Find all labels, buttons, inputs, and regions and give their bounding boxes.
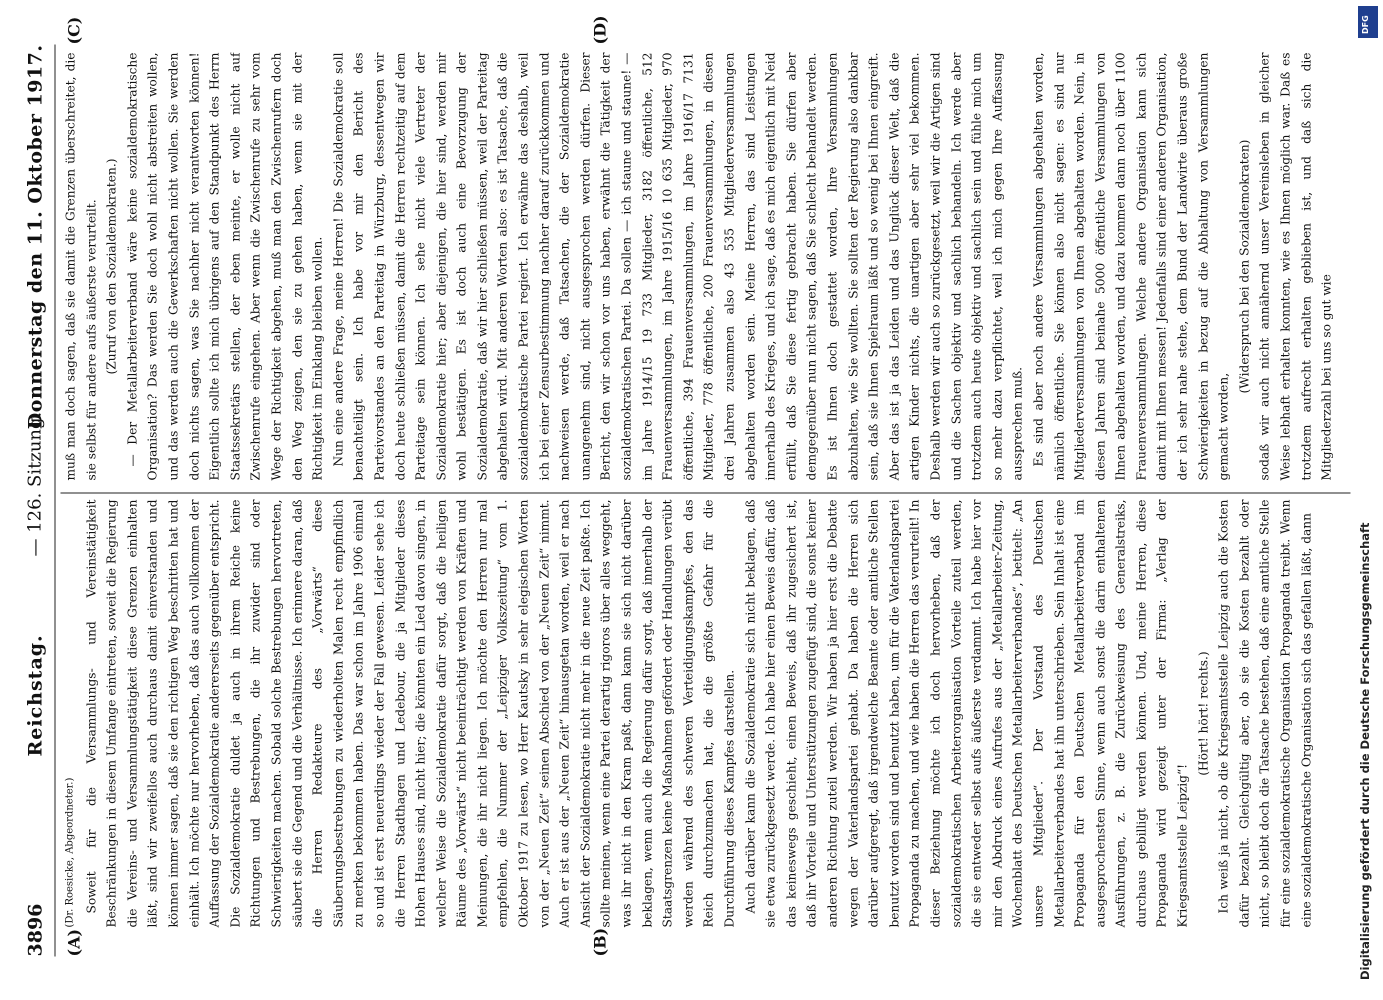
paragraph: muß man doch sagen, daß sie damit die Grenzen überschreitet, die sie selbst für andere aufs äußerste verurteilt.: [63, 52, 98, 480]
paragraph: Es sind aber noch andere Versammlungen abgehalten worden, nämlich öffentliche. Sie können also nicht sagen: es sind nur Mitgliederversammlungen von Ihnen abgehalten worden. Nein, in diesen Jahren sind beinahe 5000 öffentliche Versammlungen von Ihnen abgehalten worden, und dazu kommen dann noch über 1100 Frauenversammlungen. Welche andere Organisation kann sich damit mit Ihnen messen! Jedenfalls sind einer anderen Organisation, der ich sehr nahe stehe, dem Bund der Landwirte überaus große Schwierigkeiten in bezug auf die Abhaltung von Versammlungen gemacht worden,: [1030, 52, 1231, 480]
header-rule: [54, 44, 55, 956]
paragraph: Ich weiß ja nicht, ob die Kriegsamtsstelle Leipzig auch die Kosten dafür bezahlt. Gleichgültig aber, ob sie die Kosten bezahlt oder nicht, so bleibt doch die Tatsache bestehen, daß eine amtliche Stelle für eine sozialdemokratische Organisation Propaganda treibt. Wenn eine sozialdemokratische Organisation sich das gefallen läßt, dann: [1216, 499, 1313, 927]
page-header: [24, 44, 54, 956]
digitization-credit: Digitalisierung gefördert durch die Deutsche Forschungsgemeinschaft: [1358, 522, 1372, 980]
margin-letter-a: (A): [64, 928, 83, 956]
header-title: Reichstag.: [24, 633, 46, 756]
interjection: (Zuruf von den Sozialdemokraten.): [104, 158, 119, 374]
paragraph: — Der Metallarbeiterverband wäre keine sozialdemokratische Organisation? Das werden Sie doch wohl nicht abstreiten wollen, und das werden auch die Gewerkschaften nicht wollen. Sie werden doch nichts sagen, was Sie nachher nicht verantworten können! Eigentlich sollte ich mich übrigens auf den Standpunkt des Herrn Staatssekretärs stellen, der eben meinte, er wolle nicht auf Zwischenrufe eingehen. Aber wenn die Zwischenrufe zu sehr vom Wege der Richtigkeit abgehen, muß man den Zwischenrufern doch den Weg zeigen, den sie zu gehen haben, wenn sie mit der Richtigkeit im Einklang bleiben wollen.: [124, 52, 325, 480]
paragraph: Auch darüber kann die Sozialdemokratie sich nicht beklagen, daß sie etwa zurückgesetzt werde. Ich habe hier einen Beweis dafür, daß das keineswegs geschieht, einen Beweis, daß ihr zugesichert ist, daß ihr Vorteile und Unterstützungen zugefügt sind, die sonst keiner anderen Richtung zuteil werden. Wir haben ja hier erst die Debatte wegen der Vaterlandspartei gehabt. Da haben die Herren sich darüber aufgeregt, daß irgendwelche Beamte oder amtliche Stellen benutzt worden sind und benutzt haben, um für die Vaterlandspartei Propaganda zu machen, und wie haben die Herren das verurteilt! In dieser Beziehung möchte ich doch hervorheben, daß der sozialdemokratischen Arbeiterorganisation Vorteile zuteil werden, die sie entweder selbst aufs äußerste verdammt. Ich habe hier vor mir den Abdruck eines Aufrufes aus der „Metallarbeiter-Zeitung, Wochenblatt des Deutschen Metallarbeiterverbandes“, betitelt: „An unsere Mitglieder“. Der Vorstand des Deutschen Metallarbeiterverbandes hat ihn unterschrieben. Sein Inhalt ist eine Propaganda für den Deutschen Metallarbeiterverband im ausgesprochensten Sinne, wenn auch sonst die darin enthaltenen Ausführungen, z. B. die Zurückweisung des Generalstreiks, durchaus gebilligt werden können. Und, meine Herren, diese Propaganda wird gezeigt unter der Firma: „Verlag der Kriegsamtsstelle Leipzig“!: [742, 499, 1190, 927]
speaker-line: (Dr. Roesicke, Abgeordneter.): [64, 777, 75, 927]
paragraph: Nun eine andere Frage, meine Herren! Die Sozialdemokratie soll benachteiligt sein. Ich habe vor mir den Bericht des Parteivorstandes an den Parteitag in Würzburg, dessentwegen wir doch heute schließen müssen, damit die Herren rechtzeitig auf dem Parteitage sein können. Ich sehe nicht viele Vertreter der Sozialdemokratie hier; aber diejenigen, die hier sind, werden mir wohl bestätigen. Es ist doch auch eine Bevorzugung der Sozialdemokratie, daß wir hier schließen müssen, weil der Parteitag abgehalten wird. Mit anderen Worten also: es ist Tatsache, daß die sozialdemokratische Partei regiert. Ich erwähne das deshalb, weil ich bei einer Zensurbestimmung nachher darauf zurückkommen und nachweisen werde, daß Tatsachen, die der Sozialdemokratie unangenehm sind, nicht ausgesprochen werden dürfen. Dieser Bericht, den wir schon vor uns haben, erwähnt die Tätigkeit der sozialdemokratischen Partei. Da sollen — ich staune und staune! — im Jahre 1914/15 19 733 Mitglieder, 3182 öffentliche, 512 Frauenversammlungen, im Jahre 1915/16 10 635 Mitglieder, 970 öffentliche, 394 Frauenversammlungen, im Jahre 1916/17 7131 Mitglieder, 778 öffentliche, 200 Frauenversammlungen, in diesen drei Jahren zusammen also 43 535 Mitgliederversammlungen abgehalten worden sein. Meine Herren, das sind Leistungen innerhalb des Krieges, und ich sage, daß es mich eigentlich mit Neid erfüllt, daß Sie diese fertig gebracht haben. Sie dürfen aber demgegenüber nun nicht sagen, daß Sie schlecht behandelt werden. Es ist Ihnen doch gestattet worden, Ihre Versammlungen abzuhalten, wie Sie wollten. Sie sollten der Regierung also dankbar sein, daß sie Ihnen Spielraum läßt und so wenig bei Ihnen eingreift. Aber das ist ja das Leiden und das Unglück dieser Welt, daß die artigen Kinder nichts, die unartigen aber sehr viel bekommen. Deshalb werden wir auch so zurückgesetzt, weil wir die Artigen sind und die Sachen objektiv und sachlich behandeln. Ich werde aber trotzdem auch heute objektiv und sachlich sein und fühle mich um so mehr dazu verpflichtet, weil ich mich gegen Ihre Auffassung aussprechen muß.: [330, 52, 1025, 480]
paragraph: sodaß wir auch nicht annähernd unser Vereinsleben in gleicher Weise lebhaft erhalten konnten, wie es Ihnen möglich war. Daß es trotzdem aufrecht erhalten geblieben ist, und daß sich die Mitgliederzahl bei uns so gut wie: [1257, 52, 1334, 480]
margin-letter-b: (B): [590, 927, 609, 956]
dfg-logo: DFG: [1358, 6, 1378, 38]
digitization-note: [1350, 0, 1383, 1000]
page-number: 3896: [24, 903, 46, 956]
margin-letter-c: (C): [64, 16, 83, 44]
column-divider: [60, 492, 1350, 493]
paragraph: Soweit für die Versammlungs- und Vereinstätigkeit Beschränkungen in diesem Umfange eintreten, soweit die Regierung die Vereins- und Versammlungstätigkeit diese Grenzen einhalten läßt, sind wir zweifellos auch durchaus damit einverstanden und können immer sagen, daß sie den richtigen Weg beschritten hat und einhält. Ich möchte nur hervorheben, daß das auch vollkommen der Auffassung der Sozialdemokratie andererseits gegenüber entspricht. Die Sozialdemokratie duldet ja auch in ihrem Reiche keine Richtungen und Bestrebungen, die ihr zuwider sind oder Schwierigkeiten machen. Sobald solche Bestrebungen hervortreten, säubert sie die Gegend und die Verhältnisse. Ich erinnere daran, daß die Herren Redakteure des „Vorwärts“ diese Säuberungsbestrebungen zu wiederholten Malen recht empfindlich zu merken bekommen haben. Das war schon im Jahre 1906 einmal so und ist erst neuerdings wieder der Fall gewesen. Leider sehe ich die Herren Stadthagen und Ledebour, die ja Mitglieder dieses Hohen Hauses sind, nicht hier; die könnten ein Lied davon singen, in welcher Weise die Sozialdemokratie dafür sorgt, daß die heiligen Räume des „Vorwärts“ nicht beeinträchtigt werden von Kräften und Meinungen, die ihr nicht liegen. Ich möchte den Herren nur mal empfehlen, die Nummer der „Leipziger Volkszeitung“ vom 1. Oktober 1917 zu lesen, wo Herr Kautsky in sehr elegischen Worten von der „Neuen Zeit“ seinen Abschied von der „Neuen Zeit“ nimmt. Auch er ist aus der „Neuen Zeit“ hinausgetan worden, weil er nach Ansicht der Sozialdemokratie nicht mehr in die neue Zeit paßte. Ich sollte meinen, wenn eine Partei derartig rigoros über alles weggeht, was ihr nicht in den Kram paßt, dann kann sie sich nicht darüber beklagen, wenn auch die Regierung dafür sorgt, daß innerhalb der Staatsgrenzen keine Maßnahmen gefördert oder Handlungen verübt werden während des schweren Verteidigungskampfes, den das Reich durchzumachen hat, die die größte Gefahr für die Durchführung dieses Kampfes darstellen.: [83, 499, 736, 927]
interjection: (Hört! hört! rechts.): [1195, 650, 1210, 776]
margin-letter-d: (D): [590, 14, 609, 44]
interjection: (Widerspruch bei den Sozialdemokraten): [1236, 139, 1251, 393]
left-column: [60, 499, 1360, 927]
right-column: [60, 52, 1360, 480]
session-label: — 126. Sitzung.: [24, 411, 45, 556]
header-date: Donnerstag den 11. Oktober 1917.: [24, 44, 46, 429]
